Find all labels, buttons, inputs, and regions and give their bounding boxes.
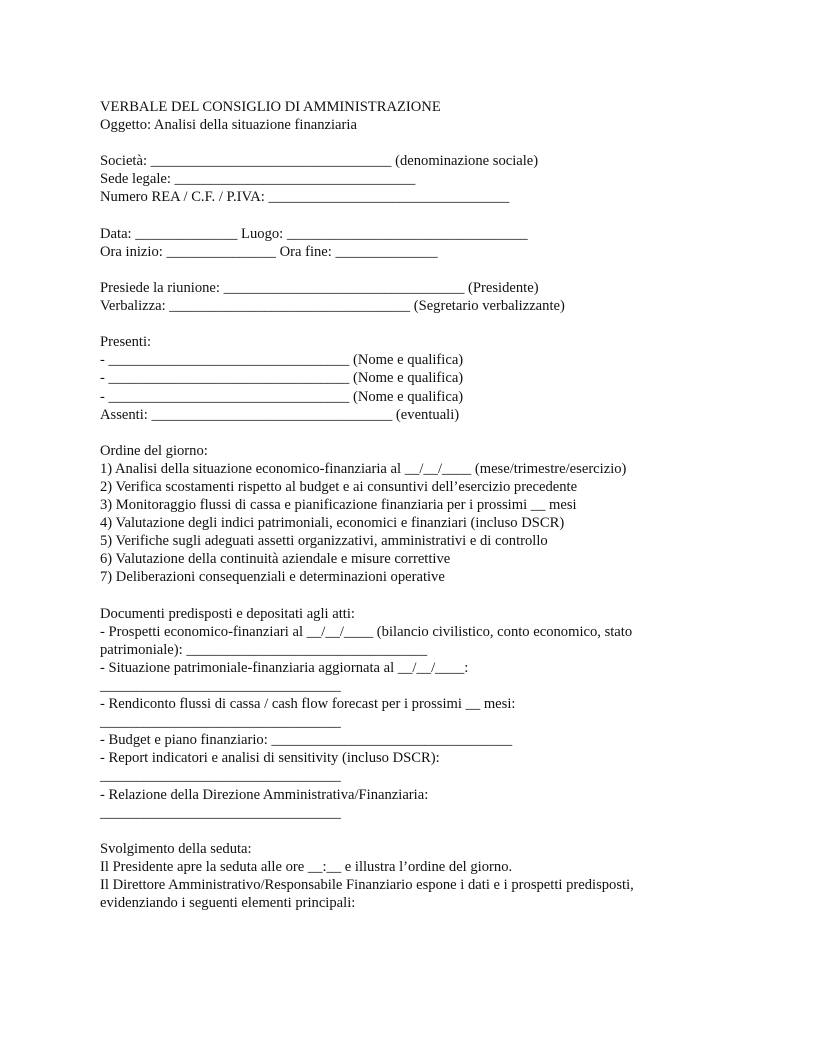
spacer <box>100 424 720 442</box>
document-line: _________________________________ <box>100 768 341 785</box>
registered-office-field: Sede legale: _________________________________ <box>100 171 416 188</box>
rea-tax-id-field: Numero REA / C.F. / P.IVA: _________________________________ <box>100 189 510 206</box>
attendee-line: - _________________________________ (Nome e qualifica) <box>100 352 464 369</box>
spacer <box>100 822 720 840</box>
proceedings-heading: Svolgimento della seduta: <box>100 840 252 857</box>
attendee-line: - _________________________________ (Nome e qualifica) <box>100 388 464 405</box>
document-body <box>100 98 720 912</box>
spacer <box>100 261 720 279</box>
document-line: _________________________________ <box>100 804 341 821</box>
spacer <box>100 207 720 225</box>
document-line: - Rendiconto flussi di cassa / cash flow forecast per i prossimi __ mesi: <box>100 696 516 713</box>
document-line: - Relazione della Direzione Amministrativa/Finanziaria: <box>100 786 429 803</box>
agenda-item: 3) Monitoraggio flussi di cassa e pianificazione finanziaria per i prossimi __ mesi <box>100 497 577 514</box>
agenda-item: 1) Analisi della situazione economico-finanziaria al __/__/____ (mese/trimestre/esercizio) <box>100 460 627 477</box>
agenda-item: 7) Deliberazioni consequenziali e determinazioni operative <box>100 569 445 586</box>
document-title: VERBALE DEL CONSIGLIO DI AMMINISTRAZIONE <box>100 99 441 115</box>
document-line: - Budget e piano finanziario: _________________________________ <box>100 732 513 749</box>
agenda-item: 6) Valutazione della continuità aziendale e misure correttive <box>100 551 451 568</box>
document-line: - Report indicatori e analisi di sensitivity (incluso DSCR): <box>100 750 440 767</box>
documents-heading: Documenti predisposti e depositati agli atti: <box>100 605 355 622</box>
attendee-line: - _________________________________ (Nome e qualifica) <box>100 370 464 387</box>
proceedings-line: Il Presidente apre la seduta alle ore __:__ e illustra l’ordine del giorno. <box>100 858 513 875</box>
absentees-field: Assenti: _________________________________ (eventuali) <box>100 406 460 423</box>
document-line: patrimoniale): _________________________________ <box>100 641 428 658</box>
agenda-item: 4) Valutazione degli indici patrimoniali, economici e finanziari (incluso DSCR) <box>100 515 565 532</box>
attendees-heading: Presenti: <box>100 334 152 351</box>
spacer <box>100 134 720 152</box>
spacer <box>100 587 720 605</box>
proceedings-line: Il Direttore Amministrativo/Responsabile Finanziario espone i dati e i prospetti predisposti, <box>100 877 634 894</box>
chair-field: Presiede la riunione: _________________________________ (Presidente) <box>100 279 539 296</box>
document-line: _________________________________ <box>100 714 341 731</box>
agenda-heading: Ordine del giorno: <box>100 442 208 459</box>
agenda-item: 2) Verifica scostamenti rispetto al budget e ai consuntivi dell’esercizio precedente <box>100 478 578 495</box>
date-place-field: Data: ______________ Luogo: _________________________________ <box>100 225 528 242</box>
document-line: - Situazione patrimoniale-finanziaria aggiornata al __/__/____: <box>100 659 469 676</box>
document-subject: Oggetto: Analisi della situazione finanziaria <box>100 117 357 134</box>
spacer <box>100 315 720 333</box>
document-line: - Prospetti economico-finanziari al __/__/____ (bilancio civilistico, conto economico, stato <box>100 623 633 640</box>
company-name-field: Società: _________________________________ (denominazione sociale) <box>100 153 539 170</box>
secretary-field: Verbalizza: _________________________________ (Segretario verbalizzante) <box>100 298 565 315</box>
proceedings-line: evidenziando i seguenti elementi principali: <box>100 895 356 912</box>
meeting-times-field: Ora inizio: _______________ Ora fine: ______________ <box>100 243 438 260</box>
document-line: _________________________________ <box>100 678 341 694</box>
agenda-item: 5) Verifiche sugli adeguati assetti organizzativi, amministrativi e di controllo <box>100 533 548 550</box>
